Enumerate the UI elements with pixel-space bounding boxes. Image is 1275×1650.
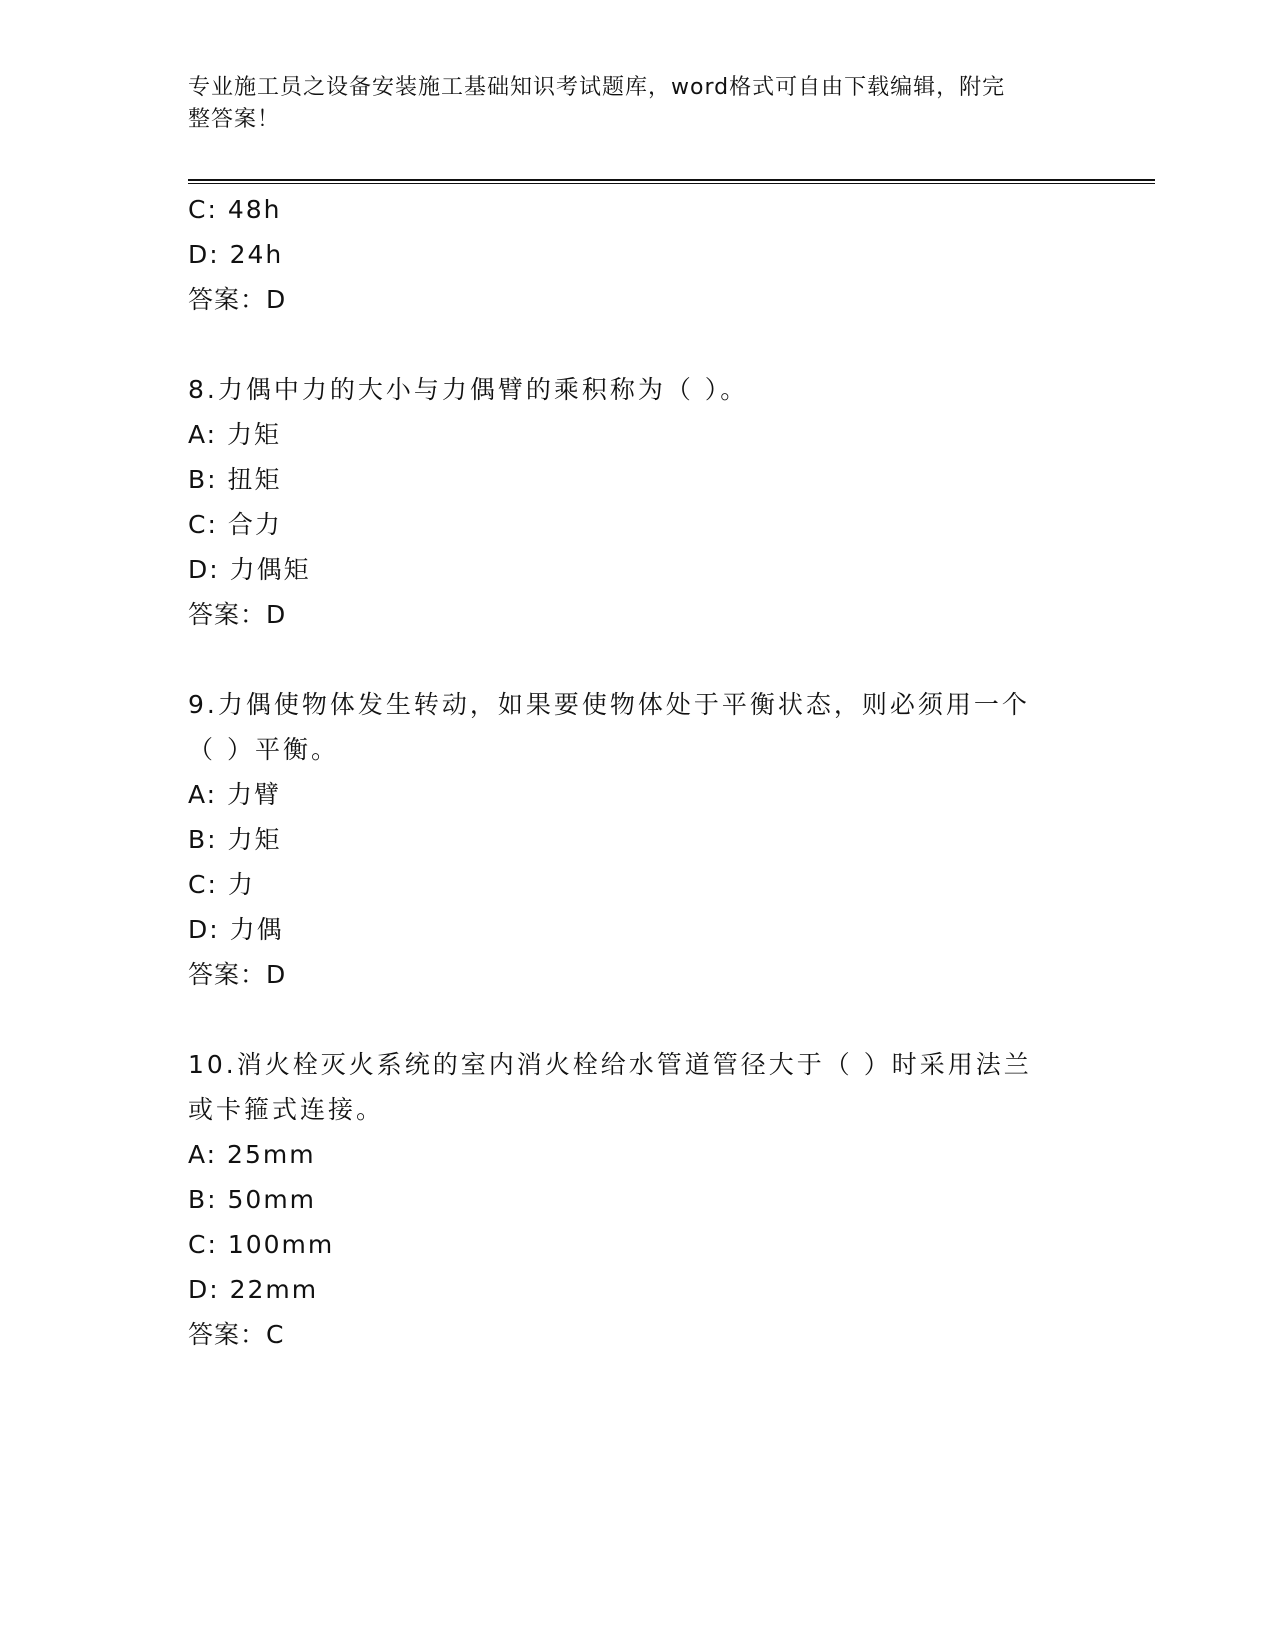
question-9-option-c: C: 力 (188, 870, 255, 899)
question-10-answer: 答案：C (188, 1320, 285, 1349)
header-divider-thin (188, 183, 1155, 184)
question-8-option-c: C: 合力 (188, 510, 282, 539)
question-10-stem-line-1: 10.消火栓灭火系统的室内消火栓给水管道管径大于（ ）时采用法兰 (188, 1050, 1032, 1079)
question-8-answer: 答案：D (188, 600, 287, 629)
question-10-option-a: A: 25mm (188, 1140, 316, 1169)
question-10-option-b: B: 50mm (188, 1185, 317, 1214)
document-header (188, 72, 1068, 136)
question-8-option-b: B: 扭矩 (188, 465, 282, 494)
question-9-stem-line-1: 9.力偶使物体发生转动，如果要使物体处于平衡状态，则必须用一个 (188, 690, 1030, 719)
question-9-option-d: D: 力偶 (188, 915, 284, 944)
question-9-stem-line-2: （ ）平衡。 (188, 735, 339, 764)
header-line-1: 专业施工员之设备安装施工基础知识考试题库，word格式可自由下载编辑，附完 (188, 75, 1006, 100)
question-9-answer: 答案：D (188, 960, 287, 989)
question-10-stem-line-2: 或卡箍式连接。 (188, 1095, 385, 1124)
header-line-2: 整答案！ (188, 107, 281, 132)
header-divider (188, 179, 1155, 181)
question-9-option-a: A: 力臂 (188, 780, 282, 809)
question-9-option-b: B: 力矩 (188, 825, 282, 854)
option-c: C: 48h (188, 195, 282, 224)
question-10-option-c: C: 100mm (188, 1230, 335, 1259)
question-8-stem: 8.力偶中力的大小与力偶臂的乘积称为（ ）。 (188, 375, 749, 404)
question-8-option-a: A: 力矩 (188, 420, 282, 449)
answer-label: 答案：D (188, 285, 287, 314)
option-d: D: 24h (188, 240, 284, 269)
question-8-option-d: D: 力偶矩 (188, 555, 311, 584)
question-10-option-d: D: 22mm (188, 1275, 319, 1304)
